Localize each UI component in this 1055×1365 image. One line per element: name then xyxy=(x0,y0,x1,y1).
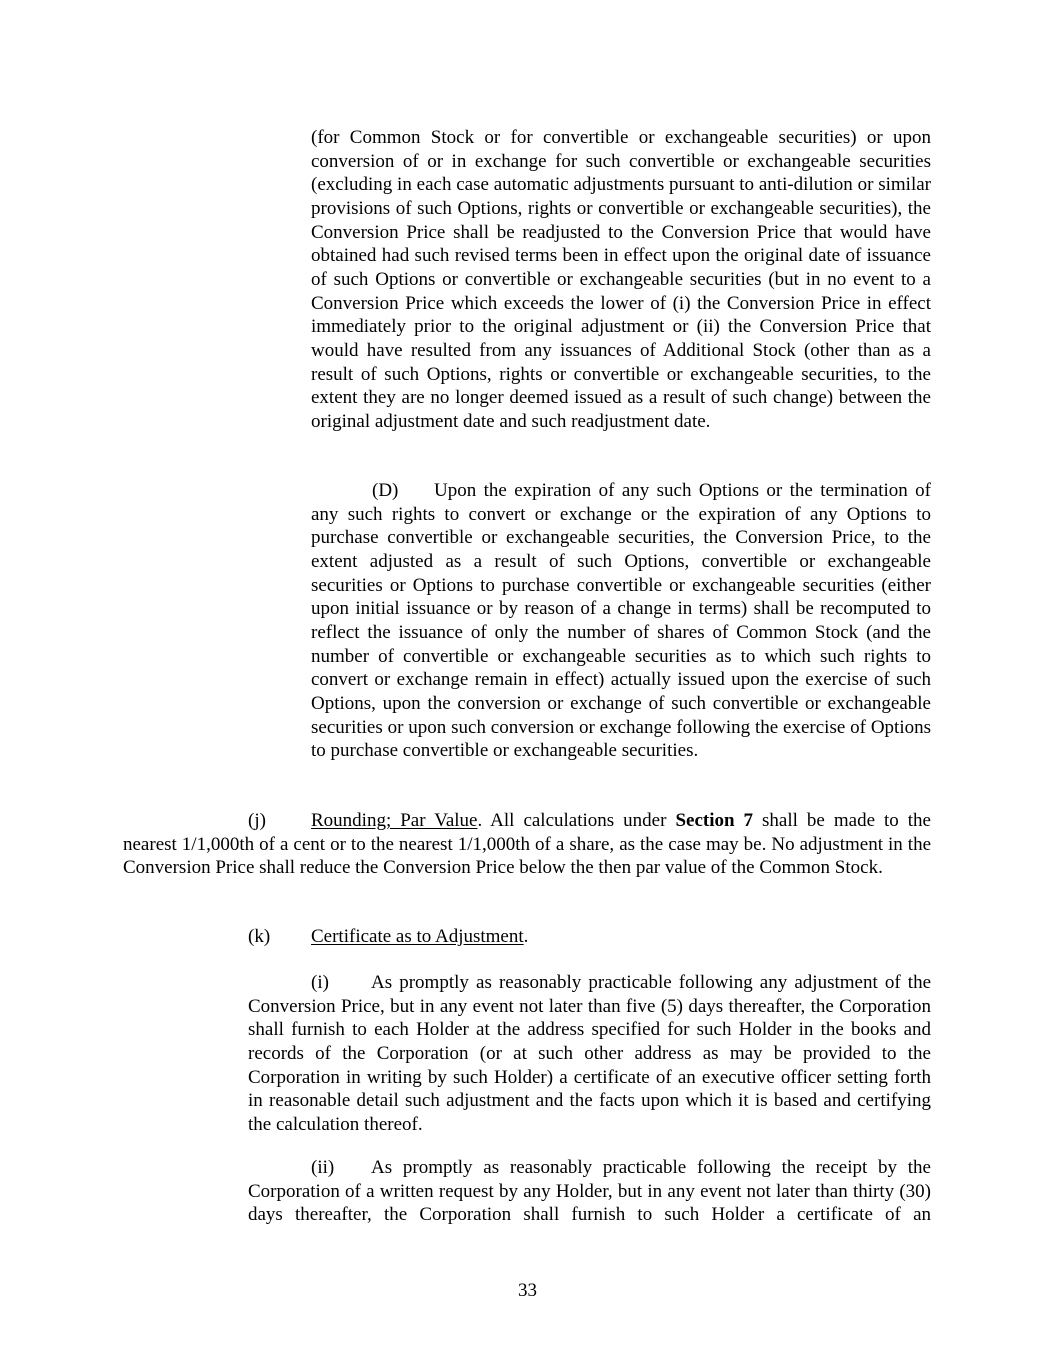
section-j-heading: Rounding; Par Value xyxy=(311,810,478,831)
section-k-heading: Certificate as to Adjustment xyxy=(311,926,524,947)
section-j-label: (j) xyxy=(248,810,266,831)
section-7-reference: Section 7 xyxy=(675,810,754,831)
section-k-item-i xyxy=(248,971,931,1137)
continuation-paragraph: (for Common Stock or for convertible or exchangeable securities) or upon conversion of or in exchange for such convertible or exchangeable securities (excluding in each case automatic adjustments pursuant to anti-dilution or similar provisions of such Options, rights or convertible or exchangeable securities), the Conversion Price shall be readjusted to the Conversion Price that would have obtained had such revised terms been in effect upon the original date of issuance of such Options or convertible or exchangeable securities (but in no event to a Conversion Price which exceeds the lower of (i) the Conversion Price in effect immediately prior to the original adjustment or (ii) the Conversion Price that would have resulted from any issuances of Additional Stock (other than as a result of such Options, rights or convertible or exchangeable securities, to the extent they are no longer deemed issued as a result of such change) between the original adjustment date and such readjustment date. xyxy=(311,127,931,432)
section-k-heading-line xyxy=(248,925,528,949)
item-ii-label: (ii) xyxy=(311,1157,335,1178)
clause-d-paragraph xyxy=(311,479,931,763)
page-number: 33 xyxy=(518,1280,537,1301)
section-k-label: (k) xyxy=(248,926,271,947)
clause-d-label: (D) xyxy=(372,480,399,501)
clause-d-text: Upon the expiration of any such Options or the termination of any such rights to convert or exchange or the expiration of any Options to purchase convertible or exchangeable securities, the Conversion Price, to the extent adjusted as a result of such Options, convertible or exchangeable securities or Options to purchase convertible or exchangeable securities (either upon initial issuance or by reason of a change in terms) shall be recomputed to reflect the issuance of only the number of shares of Common Stock (and the number of convertible or exchangeable securities as to which such rights to convert or exchange remain in effect) actually issued upon the exercise of such Options, upon the conversion or exchange of such convertible or exchangeable securities or upon such conversion or exchange following the exercise of Options to purchase convertible or exchangeable securities. xyxy=(311,480,931,762)
section-k-heading-suffix: . xyxy=(523,926,529,947)
section-j-text-before: . All calculations under xyxy=(477,810,676,831)
section-j-text-after: shall be made to the nearest 1/1,000th of a cent or to the nearest 1/1,000th of a share, as the case may be. No adjustment in the Conversion Price shall reduce the Conversion Price below the then par value of the Common Stock. xyxy=(123,810,931,879)
item-i-label: (i) xyxy=(311,972,329,993)
section-k-item-ii xyxy=(248,1156,931,1227)
section-j-paragraph xyxy=(123,809,931,880)
item-i-text: As promptly as reasonably practicable following any adjustment of the Conversion Price, but in any event not later than five (5) days thereafter, the Corporation shall furnish to each Holder at the address specified for such Holder in the books and records of the Corporation (or at such other address as may be provided to the Corporation in writing by such Holder) a certificate of an executive officer setting forth in reasonable detail such adjustment and the facts upon which it is based and certifying the calculation thereof. xyxy=(248,972,931,1135)
item-ii-text: As promptly as reasonably practicable following the receipt by the Corporation of a written request by any Holder, but in any event not later than thirty (30) days thereafter, the Corporation shall furnish to such Holder a certificate of an xyxy=(248,1157,931,1226)
